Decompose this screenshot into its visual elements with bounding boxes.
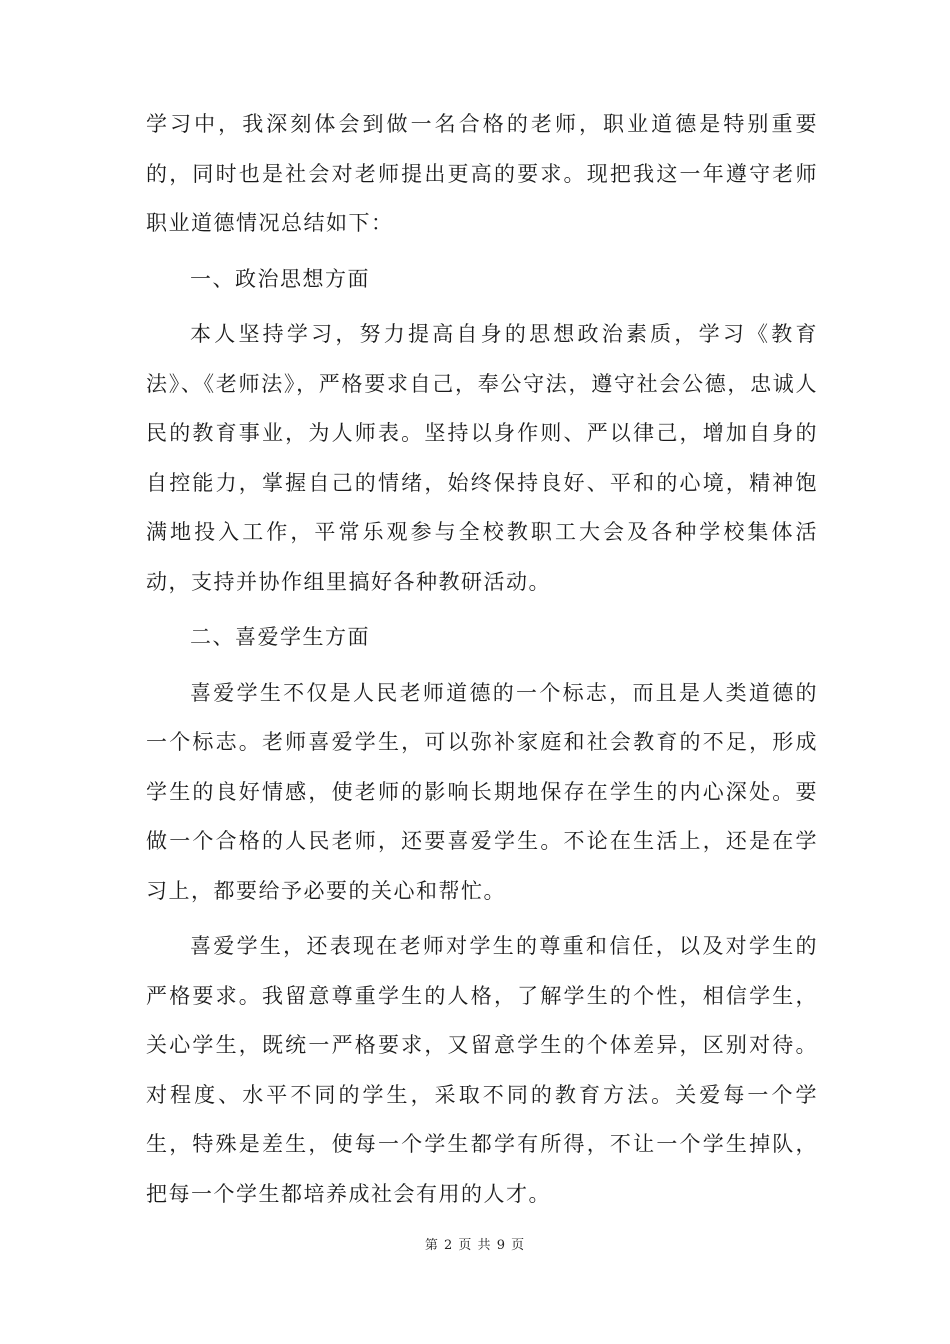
paragraph-political: 本人坚持学习，努力提高自身的思想政治素质，学习《教育法》、《老师法》，严格要求自己，奉公守法，遵守社会公德，忠诚人民的教育事业，为人师表。坚持以身作则、严以律己，增加自身的自控能力，掌握自己的情绪，始终保持良好、平和的心境，精神饱满地投入工作，平常乐观参与全校教职工大会及各种学校集体活动，支持并协作组里搞好各种教研活动。	[146, 322, 818, 594]
paragraph-love-students: 喜爱学生不仅是人民老师道德的一个标志，而且是人类道德的一个标志。老师喜爱学生，可以弥补家庭和社会教育的不足，形成学生的良好情感，使老师的影响长期地保存在学生的内心深处。要做一个合格的人民老师，还要喜爱学生。不论在生活上，还是在学习上，都要给予必要的关心和帮忙。	[146, 680, 818, 903]
paragraph-respect-students: 喜爱学生，还表现在老师对学生的尊重和信任，以及对学生的严格要求。我留意尊重学生的人格，了解学生的个性，相信学生，关心学生，既统一严格要求，又留意学生的个体差异，区别对待。对程度、水平不同的学生，采取不同的教育方法。关爱每一个学生，特殊是差生，使每一个学生都学有所得，不让一个学生掉队，把每一个学生都培养成社会有用的人才。	[146, 934, 818, 1206]
section-heading-students: 二、喜爱学生方面	[190, 625, 370, 649]
page-number-footer: 第 2 页 共 9 页	[424, 1238, 526, 1253]
document-body	[146, 100, 818, 1219]
section-heading-political: 一、政治思想方面	[190, 266, 370, 291]
paragraph-intro: 学习中，我深刻体会到做一名合格的老师，职业道德是特别重要的，同时也是社会对老师提出更高的要求。现把我这一年遵守老师职业道德情况总结如下：	[146, 112, 818, 235]
